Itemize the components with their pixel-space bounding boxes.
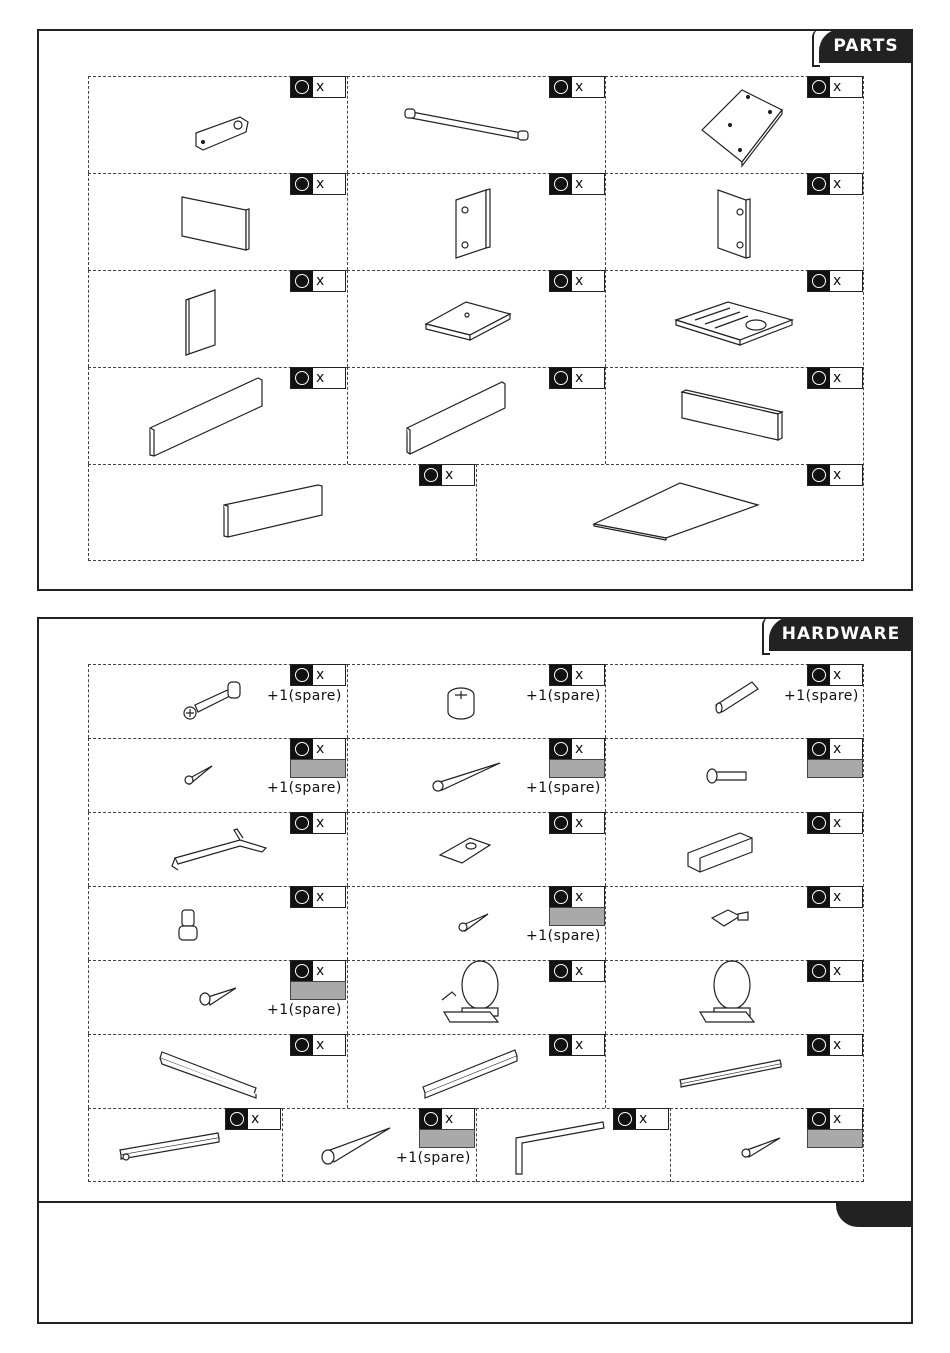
wooden-dowel-icon	[716, 682, 758, 713]
wood-screw-large-icon	[322, 1128, 390, 1164]
tiny-screw-icon	[742, 1138, 780, 1157]
qty-mark: x	[316, 273, 325, 289]
allen-key-icon	[516, 1122, 604, 1174]
pan-head-screw-spare-label: +1(spare)	[267, 1002, 342, 1018]
qty-mark: x	[445, 467, 454, 483]
qty-mark: x	[833, 176, 842, 192]
qty-mark: x	[575, 963, 584, 979]
qty-mark: x	[833, 1111, 842, 1127]
slide-rail-b-icon	[120, 1133, 219, 1160]
qty-mark: x	[575, 79, 584, 95]
wall-anchor-icon	[712, 910, 748, 926]
qty-mark: x	[575, 1037, 584, 1053]
qty-mark: x	[316, 741, 325, 757]
support-plate-icon	[440, 838, 490, 863]
slide-rail-a-icon	[680, 1060, 781, 1087]
machine-bolt-icon	[707, 769, 746, 783]
qty-mark: x	[639, 1111, 648, 1127]
qty-mark: x	[316, 963, 325, 979]
cam-lock-spare-label: +1(spare)	[526, 688, 601, 704]
qty-mark: x	[833, 815, 842, 831]
cam-lock-icon	[448, 688, 474, 719]
drawer-slide-left-icon	[160, 1052, 256, 1098]
qty-mark: x	[575, 889, 584, 905]
qty-mark: x	[575, 741, 584, 757]
qty-mark: x	[833, 79, 842, 95]
qty-mark: x	[833, 667, 842, 683]
qty-mark: x	[575, 176, 584, 192]
qty-mark: x	[833, 1037, 842, 1053]
qty-mark: x	[251, 1111, 260, 1127]
drawer-slide-right-icon	[423, 1050, 517, 1098]
qty-mark: x	[833, 370, 842, 386]
hardware-title: HARDWARE	[781, 624, 901, 644]
qty-mark: x	[316, 176, 325, 192]
magnetic-catch-icon	[688, 833, 752, 872]
cam-bolt-spare-label: +1(spare)	[267, 688, 342, 704]
qty-mark: x	[316, 815, 325, 831]
qty-mark: x	[833, 963, 842, 979]
shelf-pin-icon	[179, 910, 197, 940]
qty-mark: x	[445, 1111, 454, 1127]
short-screw-spare-label: +1(spare)	[267, 780, 342, 796]
qty-mark: x	[316, 889, 325, 905]
wood-screw-large-spare-label: +1(spare)	[396, 1150, 471, 1166]
wooden-dowel-spare-label: +1(spare)	[784, 688, 859, 704]
long-screw-icon	[433, 763, 500, 791]
qty-mark: x	[316, 667, 325, 683]
short-screw-icon	[185, 766, 212, 784]
parts-title: PARTS	[833, 36, 899, 56]
qty-mark: x	[833, 741, 842, 757]
qty-mark: x	[316, 370, 325, 386]
qty-mark: x	[833, 889, 842, 905]
qty-mark: x	[575, 815, 584, 831]
qty-mark: x	[316, 1037, 325, 1053]
qty-mark: x	[316, 79, 325, 95]
long-screw-spare-label: +1(spare)	[526, 780, 601, 796]
qty-mark: x	[833, 273, 842, 289]
small-screw-icon	[459, 914, 488, 931]
qty-mark: x	[575, 667, 584, 683]
qty-mark: x	[833, 467, 842, 483]
small-screw-spare-label: +1(spare)	[526, 928, 601, 944]
caster-wheel-b-icon	[700, 961, 754, 1022]
caster-wheel-a-icon	[442, 961, 498, 1022]
qty-mark: x	[575, 370, 584, 386]
qty-mark: x	[575, 273, 584, 289]
pan-head-screw-icon	[200, 988, 236, 1005]
drawer-handle-icon	[172, 829, 266, 870]
cam-bolt-icon	[184, 682, 240, 719]
